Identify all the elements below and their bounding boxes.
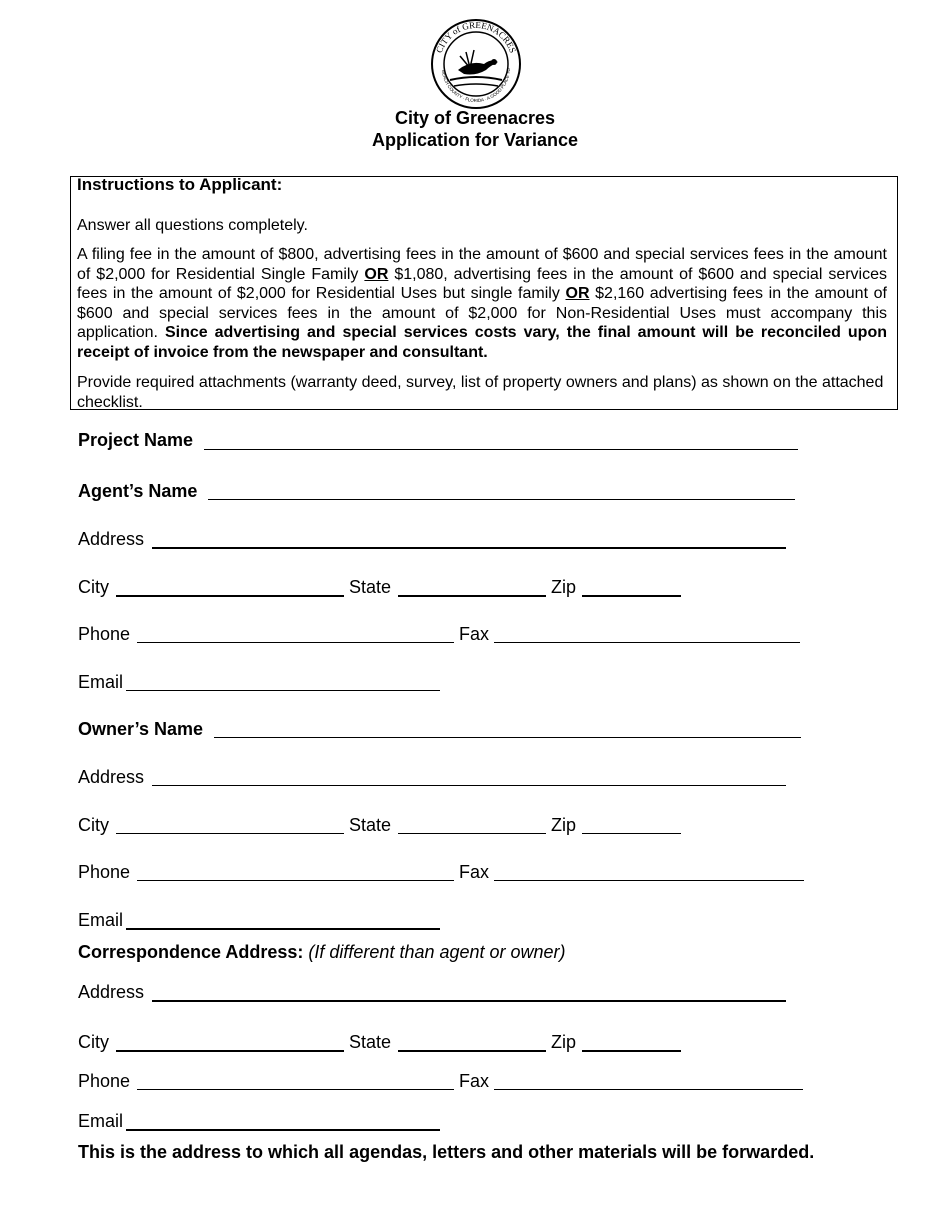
agent-fax-label: Fax — [459, 624, 490, 644]
owner-email-label: Email — [78, 910, 124, 930]
correspondence-state-label: State — [349, 1032, 392, 1052]
agent-phone-field[interactable] — [137, 642, 454, 643]
owner-email-field[interactable] — [126, 928, 440, 930]
owner-fax-field[interactable] — [494, 880, 804, 881]
correspondence-fax-field[interactable] — [494, 1089, 803, 1090]
instructions-paragraph-1: Answer all questions completely. — [77, 217, 308, 234]
instructions-fee-paragraph: A filing fee in the amount of $800, advertising fees in the amount of $600 and special services fees in the amount of $2,000 for Residential Single Family OR $1,080, advertising fees in the amount of $600 and special services fees in the amount of $2,000 for Residential Uses but single family OR $2,160 advertising fees in the amount of $600 and special services fees in the amount of $2,000 for Non-Residential Uses must accompany this application. Since advertising and special services costs vary, the final amount will be reconciled upon receipt of invoice from the newspaper and consultant. — [77, 246, 888, 361]
agent-fax-field[interactable] — [494, 642, 800, 643]
form-title: Application for Variance — [371, 130, 579, 150]
owner-name-label: Owner’s Name — [78, 719, 204, 739]
owner-state-field[interactable] — [398, 833, 546, 834]
correspondence-phone-field[interactable] — [137, 1089, 454, 1090]
owner-phone-field[interactable] — [137, 880, 454, 881]
agent-address-field[interactable] — [152, 547, 786, 549]
owner-city-field[interactable] — [116, 833, 344, 834]
correspondence-city-label: City — [78, 1032, 109, 1052]
correspondence-zip-field[interactable] — [582, 1050, 681, 1052]
agent-zip-field[interactable] — [582, 595, 681, 597]
owner-address-label: Address — [78, 767, 145, 787]
agent-state-field[interactable] — [398, 595, 546, 597]
owner-name-field[interactable] — [214, 737, 801, 738]
correspondence-heading: Correspondence Address: (If different than agent or owner) — [78, 942, 566, 962]
project-name-label: Project Name — [78, 430, 194, 450]
agent-phone-label: Phone — [78, 624, 131, 644]
correspondence-fax-label: Fax — [459, 1071, 490, 1091]
agent-zip-label: Zip — [551, 577, 577, 597]
agent-email-field[interactable] — [126, 690, 440, 691]
owner-phone-label: Phone — [78, 862, 131, 882]
svg-text:CITY of GREENACRES: CITY of GREENACRES — [433, 19, 519, 55]
agent-state-label: State — [349, 577, 392, 597]
agent-city-field[interactable] — [116, 595, 344, 597]
owner-city-label: City — [78, 815, 109, 835]
correspondence-address-field[interactable] — [152, 1000, 786, 1002]
agent-name-field[interactable] — [208, 499, 795, 500]
svg-text:PALM BEACH COUNTY · FLORIDA ·: BEACH COUNTY · FLORIDA · A GOOD PLACE TO — [441, 67, 512, 104]
owner-fax-label: Fax — [459, 862, 490, 882]
agent-address-label: Address — [78, 529, 145, 549]
instructions-heading: Instructions to Applicant: — [77, 175, 283, 194]
agent-email-label: Email — [78, 672, 124, 692]
correspondence-zip-label: Zip — [551, 1032, 577, 1052]
correspondence-state-field[interactable] — [398, 1050, 546, 1052]
correspondence-address-label: Address — [78, 982, 145, 1002]
owner-zip-field[interactable] — [582, 833, 681, 834]
city-seal-logo — [430, 18, 522, 110]
correspondence-email-label: Email — [78, 1111, 124, 1131]
agent-city-label: City — [78, 577, 109, 597]
correspondence-email-field[interactable] — [126, 1129, 440, 1131]
agent-name-label: Agent’s Name — [78, 481, 198, 501]
owner-address-field[interactable] — [152, 785, 786, 786]
correspondence-city-field[interactable] — [116, 1050, 344, 1052]
city-title: City of Greenacres — [394, 108, 556, 128]
correspondence-phone-label: Phone — [78, 1071, 131, 1091]
owner-state-label: State — [349, 815, 392, 835]
project-name-field[interactable] — [204, 449, 798, 450]
instructions-attachments-paragraph: Provide required attachments (warranty deed, survey, list of property owners and plans) as shown on the attached checklist. — [77, 374, 884, 411]
forwarding-note: This is the address to which all agendas, letters and other materials will be forwarded. — [78, 1142, 815, 1162]
owner-zip-label: Zip — [551, 815, 577, 835]
